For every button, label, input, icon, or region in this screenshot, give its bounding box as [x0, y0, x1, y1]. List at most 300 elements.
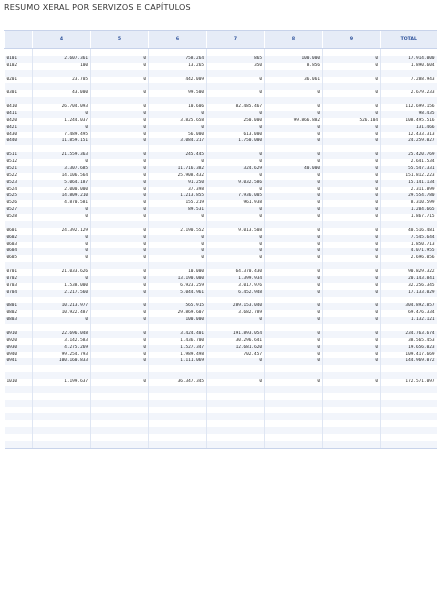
- row-code-cell: 0802: [6, 310, 18, 316]
- cell-cap4: 2.000.000: [33, 187, 91, 194]
- row-code-cell: 0601: [6, 227, 18, 233]
- spacer-row: [5, 97, 437, 104]
- table-row: [5, 207, 437, 214]
- cell-cap4: 14.809.210: [33, 193, 91, 200]
- table-row: [5, 358, 437, 365]
- cell-cap8: 0: [265, 193, 323, 200]
- cell-cap5: [91, 420, 149, 427]
- cell-total: 2.679.233: [381, 90, 437, 97]
- cell-cap6: 0: [149, 248, 207, 255]
- table-row: [5, 303, 437, 310]
- table-body: [5, 49, 437, 449]
- cell-cap9: 0: [323, 283, 381, 290]
- cell-cap4: [33, 324, 91, 331]
- row-code-cell: 0602: [5, 235, 33, 242]
- cell-cap9: [323, 221, 381, 228]
- row-code-cell: 1010: [6, 379, 18, 384]
- cell-cap5: [91, 441, 149, 448]
- cell-total: [381, 262, 437, 269]
- cell-cap5: 0: [91, 235, 149, 242]
- table-row: [5, 317, 437, 324]
- cell-cap9: 0: [323, 235, 381, 242]
- cell-cap5: 0: [91, 152, 149, 159]
- table-row: [5, 255, 437, 262]
- spacer-row: [5, 413, 437, 420]
- cell-cap6: 37.398: [149, 187, 207, 194]
- cell-cap5: 0: [91, 214, 149, 221]
- cell-cap7: [207, 324, 265, 331]
- cell-cap6: 565.915: [149, 303, 207, 310]
- cell-cap8: 0: [265, 138, 323, 145]
- cell-cap6: 10.606: [149, 104, 207, 111]
- cell-cap5: 0: [91, 173, 149, 180]
- cell-cap9: [323, 386, 381, 393]
- cell-cap9: 0: [323, 317, 381, 324]
- cell-cap8: [265, 393, 323, 400]
- cell-cap5: [91, 262, 149, 269]
- cell-cap4: 0: [33, 207, 91, 214]
- cell-cap4: 0: [33, 317, 91, 324]
- cell-total: [381, 324, 437, 331]
- cell-cap5: 0: [91, 358, 149, 365]
- cell-cap8: 0: [265, 276, 323, 283]
- cell-cap7: 0: [207, 242, 265, 249]
- cell-total: 1.867.715: [381, 214, 437, 221]
- cell-cap5: [91, 413, 149, 420]
- cell-cap4: 21.033.626: [33, 269, 91, 276]
- spacer-row: [5, 407, 437, 414]
- cell-cap9: 0: [323, 152, 381, 159]
- cell-cap9: [323, 372, 381, 379]
- cell-cap9: 0: [323, 310, 381, 317]
- cell-cap9: 526.104: [323, 118, 381, 125]
- cell-cap6: [149, 297, 207, 304]
- cell-cap4: 1.538.000: [33, 283, 91, 290]
- cell-cap8: [265, 420, 323, 427]
- cell-cap5: 0: [91, 276, 149, 283]
- table-row: [5, 269, 437, 276]
- cell-cap6: 36.347.345: [149, 379, 207, 386]
- cell-cap4: 100.160.833: [33, 358, 91, 365]
- cell-cap8: 0: [265, 331, 323, 338]
- cell-cap4: [33, 427, 91, 434]
- table-row: [5, 118, 437, 125]
- cell-cap9: 0: [323, 125, 381, 132]
- cell-cap4: [33, 413, 91, 420]
- cell-cap4: 0: [33, 248, 91, 255]
- cell-cap8: 0: [265, 290, 323, 297]
- table-row: [5, 125, 437, 132]
- cell-cap5: 0: [91, 379, 149, 386]
- cell-cap7: 0: [207, 125, 265, 132]
- cell-cap5: 0: [91, 352, 149, 359]
- row-code-cell: [5, 70, 33, 77]
- cell-cap8: 0: [265, 352, 323, 359]
- cell-cap4: [33, 400, 91, 407]
- cell-cap9: 0: [323, 303, 381, 310]
- cell-cap6: 10.000: [149, 269, 207, 276]
- cell-cap4: [33, 372, 91, 379]
- cell-cap9: [323, 407, 381, 414]
- cell-cap6: 0: [149, 214, 207, 221]
- cell-cap7: 0: [207, 358, 265, 365]
- cell-cap9: 0: [323, 331, 381, 338]
- table-row: [5, 214, 437, 221]
- cell-cap8: 0: [265, 303, 323, 310]
- cell-total: 7.288.943: [381, 77, 437, 84]
- cell-cap8: 40.000: [265, 166, 323, 173]
- cell-cap6: 5.044.961: [149, 290, 207, 297]
- cell-cap5: 0: [91, 228, 149, 235]
- cell-cap8: 0: [265, 358, 323, 365]
- cell-total: 19.656.023: [381, 345, 437, 352]
- cell-cap5: 0: [91, 193, 149, 200]
- row-code-cell: [5, 297, 33, 304]
- table-row: [5, 63, 437, 70]
- cell-cap8: [265, 297, 323, 304]
- table-row: [5, 379, 437, 386]
- cell-cap5: 0: [91, 338, 149, 345]
- cell-total: 1.204.665: [381, 207, 437, 214]
- row-code-cell: [5, 400, 33, 407]
- table-header: [5, 31, 437, 49]
- header-cell-5: 5: [91, 31, 149, 49]
- cell-total: [381, 365, 437, 372]
- cell-cap4: 0: [33, 125, 91, 132]
- cell-cap6: 6.923.259: [149, 283, 207, 290]
- row-code-cell: [5, 420, 33, 427]
- cell-cap5: 0: [91, 138, 149, 145]
- cell-cap7: [207, 434, 265, 441]
- cell-cap6: 13.190.000: [149, 276, 207, 283]
- cell-cap5: 0: [91, 104, 149, 111]
- cell-total: [381, 441, 437, 448]
- cell-cap8: 36.061: [265, 77, 323, 84]
- cell-cap9: [323, 145, 381, 152]
- row-code-cell: [5, 393, 33, 400]
- cell-cap5: 0: [91, 269, 149, 276]
- cell-cap9: 0: [323, 63, 381, 70]
- cell-cap5: 0: [91, 90, 149, 97]
- row-code-cell: [5, 365, 33, 372]
- cell-total: [381, 49, 437, 56]
- cell-cap5: [91, 386, 149, 393]
- cell-cap9: [323, 441, 381, 448]
- cell-cap8: 0: [265, 214, 323, 221]
- row-code-cell: 0524: [6, 186, 18, 192]
- cell-cap5: [91, 49, 149, 56]
- header-cell-8: 8: [265, 31, 323, 49]
- row-code-cell: 0440: [5, 138, 33, 145]
- cell-cap7: [207, 262, 265, 269]
- row-code-cell: 0940: [6, 351, 18, 357]
- cell-total: 40.516.481: [381, 228, 437, 235]
- cell-cap6: [149, 386, 207, 393]
- cell-cap9: [323, 413, 381, 420]
- cell-cap8: [265, 83, 323, 90]
- cell-total: 234.763.674: [381, 331, 437, 338]
- row-code-cell: 0102: [6, 62, 18, 68]
- header-cell-4: 4: [33, 31, 91, 49]
- cell-cap5: [91, 70, 149, 77]
- cell-cap7: 0: [207, 152, 265, 159]
- spacer-row: [5, 70, 437, 77]
- cell-cap6: [149, 221, 207, 228]
- cell-cap6: [149, 420, 207, 427]
- cell-cap6: [149, 434, 207, 441]
- cell-cap4: 0: [33, 276, 91, 283]
- cell-total: 55.547.331: [381, 166, 437, 173]
- cell-cap7: 0: [207, 379, 265, 386]
- cell-cap5: 0: [91, 345, 149, 352]
- cell-cap6: [149, 427, 207, 434]
- row-code-cell: 0703: [6, 282, 18, 288]
- spacer-row: [5, 262, 437, 269]
- cell-cap4: [33, 420, 91, 427]
- cell-cap6: 0: [149, 111, 207, 118]
- cell-cap4: 26.704.093: [33, 104, 91, 111]
- cell-cap7: [207, 83, 265, 90]
- row-code-cell: [5, 434, 33, 441]
- table-row: [5, 193, 437, 200]
- cell-cap4: 99.254.793: [33, 352, 91, 359]
- cell-cap8: 0: [265, 187, 323, 194]
- cell-cap7: [207, 221, 265, 228]
- cell-cap6: 0: [149, 235, 207, 242]
- cell-total: [381, 393, 437, 400]
- row-code-cell: [5, 386, 33, 393]
- cell-cap9: [323, 262, 381, 269]
- cell-cap9: [323, 420, 381, 427]
- cell-cap8: 99.866.882: [265, 118, 323, 125]
- table-row: [5, 283, 437, 290]
- row-code-cell: [5, 372, 33, 379]
- cell-cap5: 0: [91, 187, 149, 194]
- cell-cap4: 3.142.583: [33, 338, 91, 345]
- spacer-row: [5, 365, 437, 372]
- row-code-cell: 0420: [6, 117, 18, 123]
- row-code-cell: [5, 441, 33, 448]
- cell-cap8: [265, 441, 323, 448]
- row-code-cell: [5, 221, 33, 228]
- cell-total: 1.132.121: [381, 317, 437, 324]
- cell-cap9: [323, 365, 381, 372]
- cell-cap8: [265, 262, 323, 269]
- cell-cap5: 0: [91, 118, 149, 125]
- cell-cap8: [265, 365, 323, 372]
- header-row: [5, 31, 437, 49]
- cell-cap6: 3.084.217: [149, 138, 207, 145]
- row-code-cell: 0410: [6, 104, 18, 109]
- cell-cap6: [149, 413, 207, 420]
- cell-cap9: 0: [323, 173, 381, 180]
- cell-cap9: 0: [323, 214, 381, 221]
- cell-cap7: 289.153.040: [207, 303, 265, 310]
- cell-cap6: 25.908.432: [149, 173, 207, 180]
- cell-cap7: [207, 413, 265, 420]
- row-code-cell: 0527: [5, 207, 33, 214]
- cell-cap8: 8.856: [265, 63, 323, 70]
- cell-cap4: 10.213.977: [33, 303, 91, 310]
- cell-cap8: [265, 407, 323, 414]
- cell-cap7: [207, 145, 265, 152]
- cell-cap7: 7.936.005: [207, 193, 265, 200]
- table-row: [5, 159, 437, 166]
- cell-cap4: 0: [33, 242, 91, 249]
- cell-cap8: 0: [265, 173, 323, 180]
- cell-cap7: 250.000: [207, 118, 265, 125]
- table-row: [5, 77, 437, 84]
- cell-cap8: 0: [265, 317, 323, 324]
- cell-total: 29.554.780: [381, 193, 437, 200]
- cell-cap8: 100.000: [265, 56, 323, 63]
- cell-cap7: [207, 97, 265, 104]
- cell-cap9: 0: [323, 338, 381, 345]
- cell-cap6: 89.531: [149, 207, 207, 214]
- cell-cap9: 0: [323, 77, 381, 84]
- cell-cap8: 0: [265, 180, 323, 187]
- cell-cap8: 0: [265, 248, 323, 255]
- cell-total: [381, 420, 437, 427]
- cell-cap9: 0: [323, 352, 381, 359]
- cell-cap9: [323, 427, 381, 434]
- cell-total: 172.571.097: [381, 379, 437, 386]
- table-row: [5, 290, 437, 297]
- spacer-row: [5, 441, 437, 448]
- cell-total: [381, 145, 437, 152]
- cell-cap8: [265, 221, 323, 228]
- cell-cap8: 0: [265, 255, 323, 262]
- cell-total: 38.565.453: [381, 338, 437, 345]
- cell-cap9: [323, 400, 381, 407]
- cell-cap5: 0: [91, 180, 149, 187]
- cell-cap9: [323, 97, 381, 104]
- cell-cap8: 0: [265, 152, 323, 159]
- cell-cap7: 191.893.054: [207, 331, 265, 338]
- cell-cap6: 99.500: [149, 90, 207, 97]
- cell-cap4: [33, 262, 91, 269]
- cell-cap9: 0: [323, 345, 381, 352]
- cell-cap7: 6.452.948: [207, 290, 265, 297]
- spacer-row: [5, 221, 437, 228]
- row-code-cell: [5, 427, 33, 434]
- cell-cap4: [33, 407, 91, 414]
- table-row: [5, 200, 437, 207]
- cell-cap6: 0: [149, 255, 207, 262]
- cell-cap4: 1.244.037: [33, 118, 91, 125]
- cell-cap4: [33, 97, 91, 104]
- cell-cap7: [207, 441, 265, 448]
- cell-cap9: 0: [323, 193, 381, 200]
- cell-cap7: [207, 49, 265, 56]
- cell-cap6: 1.436.700: [149, 338, 207, 345]
- cell-cap8: [265, 145, 323, 152]
- table-row: [5, 187, 437, 194]
- cell-cap5: 0: [91, 248, 149, 255]
- table-row: [5, 331, 437, 338]
- cell-total: [381, 297, 437, 304]
- cell-total: 15.141.134: [381, 180, 437, 187]
- spacer-row: [5, 434, 437, 441]
- row-code-cell: 0523: [5, 180, 33, 187]
- cell-cap7: 702.457: [207, 352, 265, 359]
- cell-cap6: 758.264: [149, 56, 207, 63]
- cell-cap9: [323, 393, 381, 400]
- cell-cap7: 1.750.000: [207, 138, 265, 145]
- cell-cap9: 0: [323, 111, 381, 118]
- cell-cap4: 2.607.361: [33, 56, 91, 63]
- cell-cap5: [91, 365, 149, 372]
- cell-cap7: 0: [207, 317, 265, 324]
- spacer-row: [5, 420, 437, 427]
- table-row: [5, 111, 437, 118]
- cell-cap8: 0: [265, 228, 323, 235]
- cell-total: 24.259.027: [381, 138, 437, 145]
- cell-cap7: 9.013.508: [207, 228, 265, 235]
- cell-cap8: [265, 386, 323, 393]
- cell-cap9: 0: [323, 166, 381, 173]
- cell-cap8: 0: [265, 242, 323, 249]
- cell-cap7: 82.485.467: [207, 104, 265, 111]
- cell-cap6: [149, 83, 207, 90]
- cell-cap5: 0: [91, 207, 149, 214]
- cell-cap6: 13.265: [149, 63, 207, 70]
- cell-cap6: [149, 324, 207, 331]
- cell-total: [381, 70, 437, 77]
- cell-cap9: 0: [323, 90, 381, 97]
- row-code-cell: [5, 407, 33, 414]
- row-code-cell: 0920: [6, 337, 18, 343]
- table-row: [5, 242, 437, 249]
- cell-cap8: 0: [265, 345, 323, 352]
- table-row: [5, 104, 437, 111]
- cell-cap4: [33, 145, 91, 152]
- cell-cap8: 0: [265, 111, 323, 118]
- cell-cap8: [265, 427, 323, 434]
- row-code-cell: 0604: [5, 248, 33, 255]
- table-row: [5, 352, 437, 359]
- cell-cap9: [323, 49, 381, 56]
- cell-total: 2.641.534: [381, 159, 437, 166]
- cell-cap9: [323, 434, 381, 441]
- cell-cap9: 0: [323, 104, 381, 111]
- row-code-cell: 0201: [6, 76, 18, 82]
- cell-total: [381, 97, 437, 104]
- spacer-row: [5, 83, 437, 90]
- cell-cap5: [91, 97, 149, 104]
- cell-cap5: [91, 434, 149, 441]
- cell-total: 90.829.322: [381, 269, 437, 276]
- table-row: [5, 152, 437, 159]
- cell-cap5: 0: [91, 125, 149, 132]
- cell-cap5: [91, 372, 149, 379]
- table-row: [5, 310, 437, 317]
- cell-total: [381, 386, 437, 393]
- header-cell-total: TOTAL: [381, 31, 437, 49]
- cell-cap4: 11.859.151: [33, 138, 91, 145]
- table-row: [5, 173, 437, 180]
- table-row: [5, 345, 437, 352]
- cell-cap7: 0: [207, 255, 265, 262]
- cell-cap6: 3.825.658: [149, 118, 207, 125]
- cell-cap4: 0: [33, 111, 91, 118]
- cell-cap5: [91, 393, 149, 400]
- cell-cap6: [149, 70, 207, 77]
- row-code-cell: 0525: [5, 193, 33, 200]
- cell-cap5: [91, 221, 149, 228]
- cell-total: 25.420.769: [381, 152, 437, 159]
- table-row: [5, 132, 437, 139]
